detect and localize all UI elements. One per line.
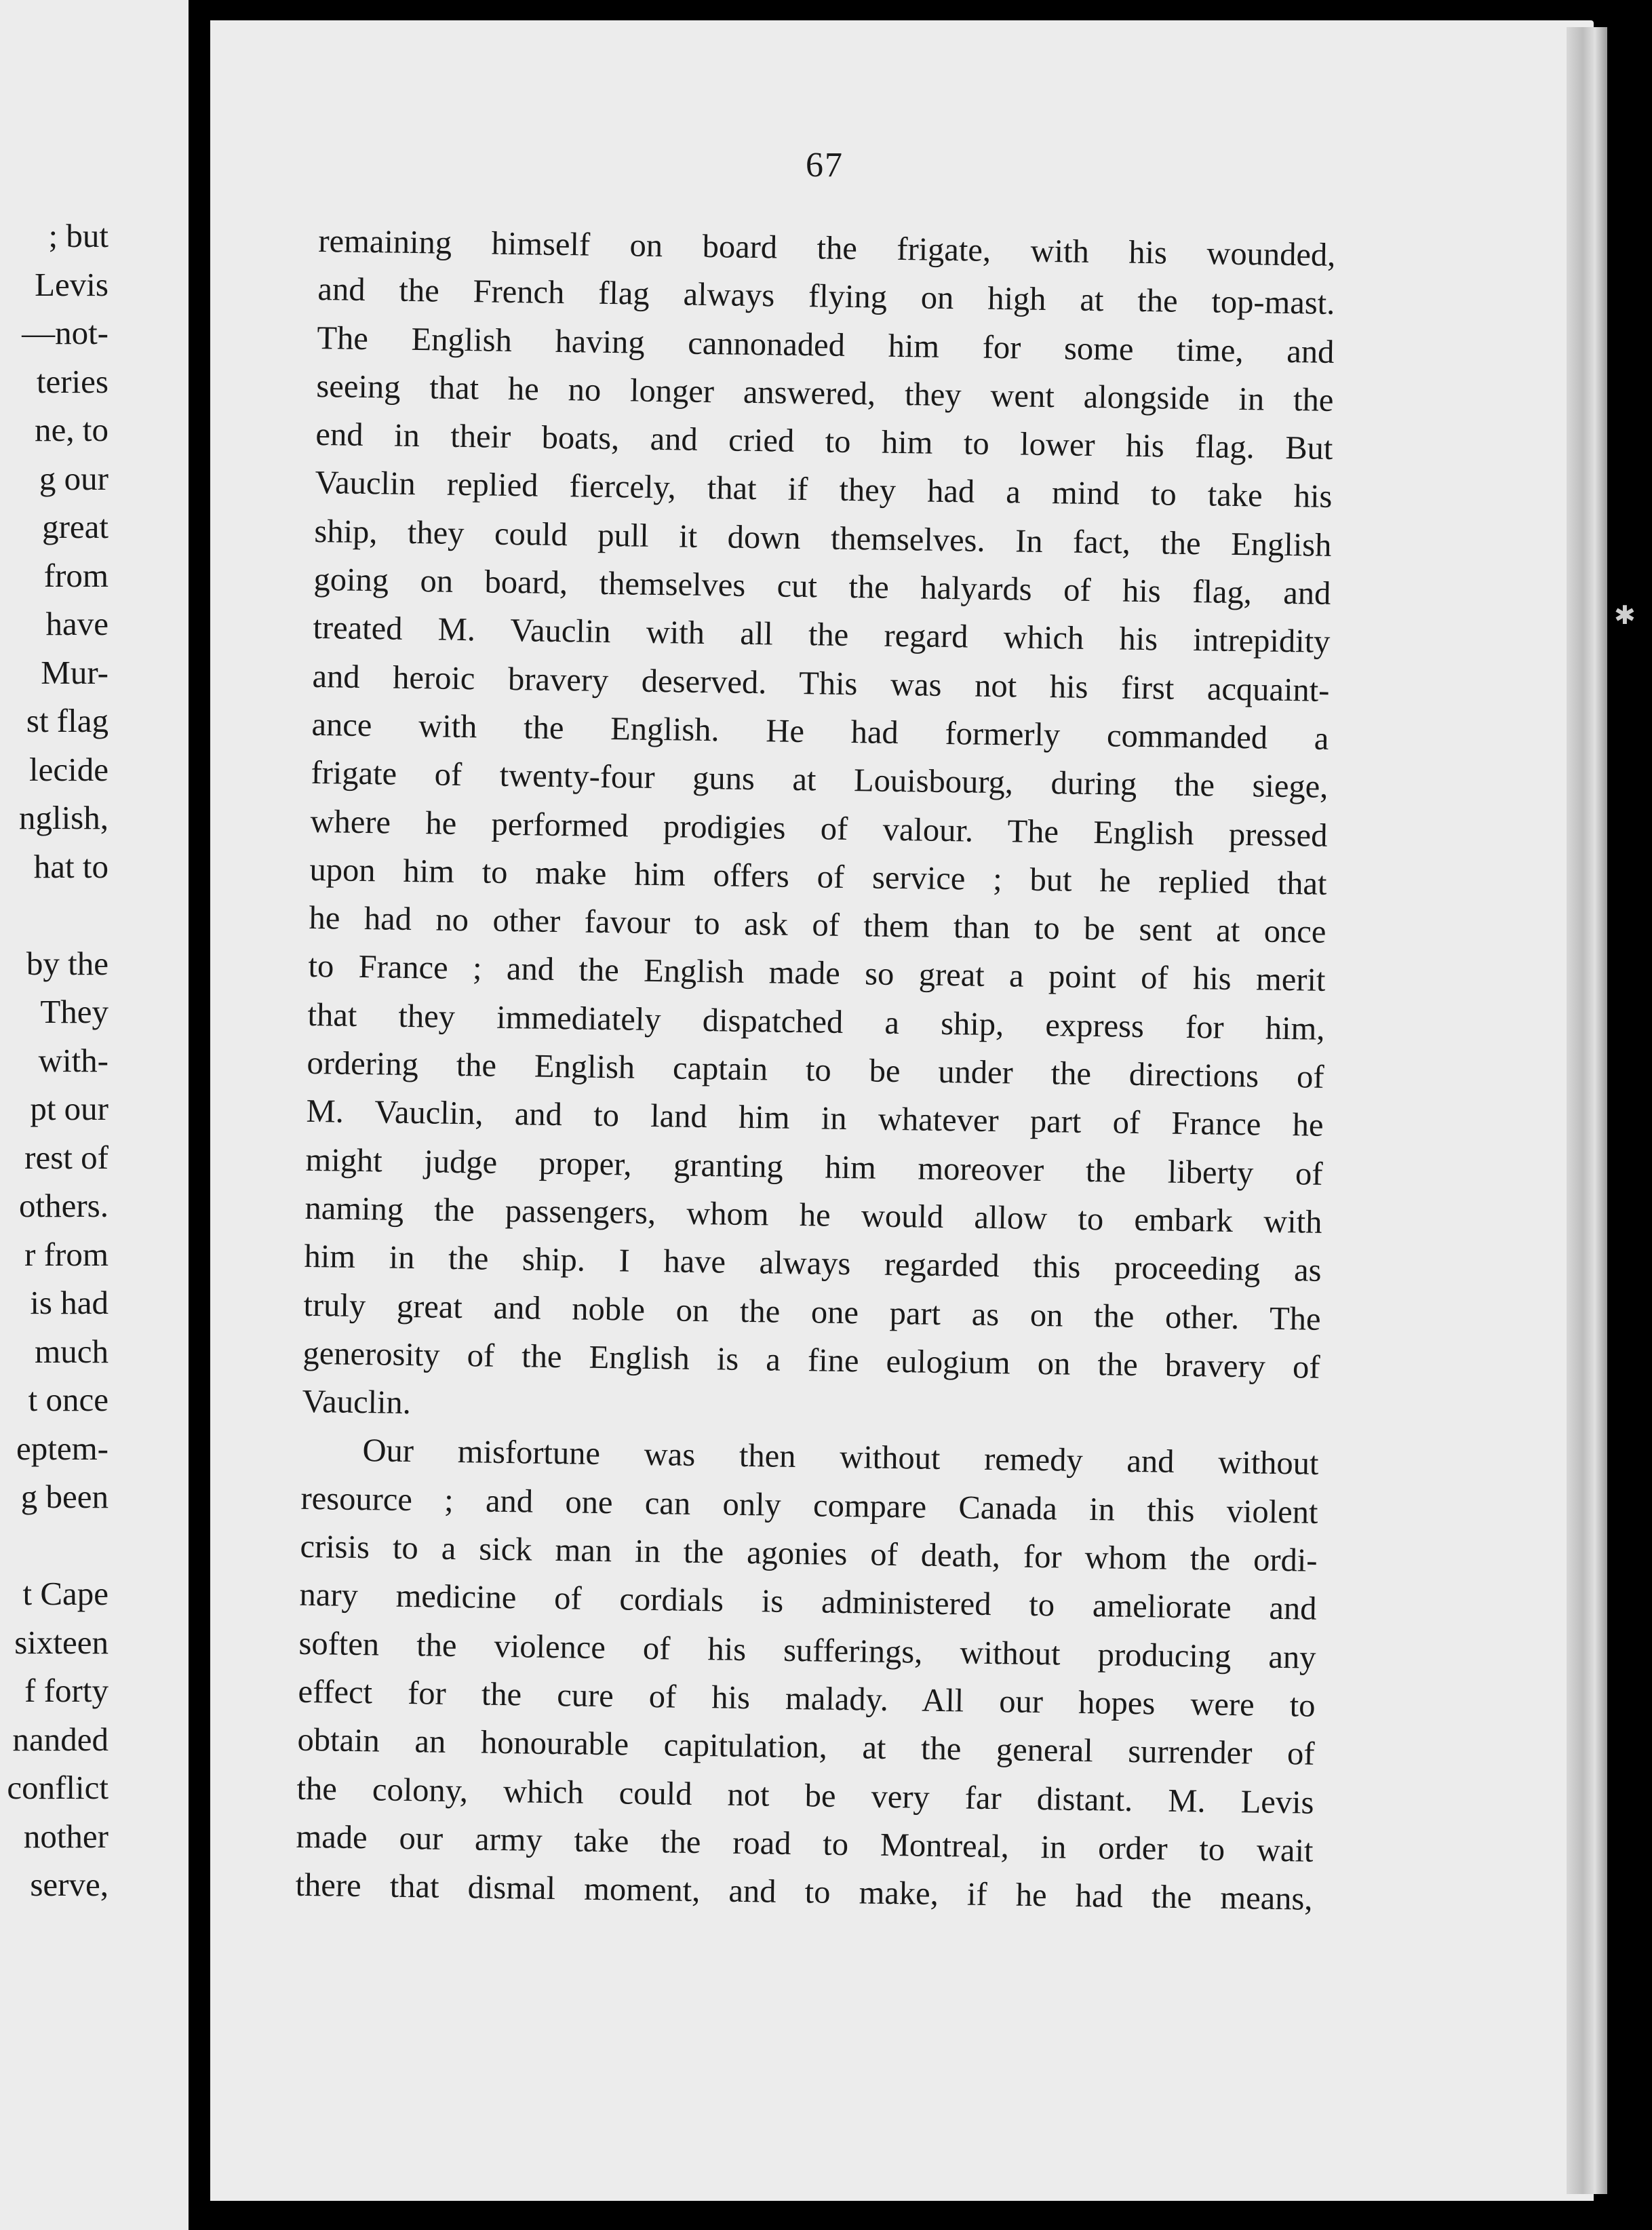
- text-line: generosity of the English is a fine eulogium on the bravery of: [302, 1335, 1320, 1386]
- left-line: [7, 891, 109, 939]
- left-line: lecide: [29, 750, 109, 788]
- left-line: others.: [19, 1187, 109, 1224]
- main-text-block: [295, 217, 1336, 1923]
- text-line: where he performed prodigies of valour. The English pressed: [310, 803, 1328, 854]
- left-line: much: [35, 1332, 109, 1370]
- left-line: f forty: [24, 1672, 109, 1709]
- left-line: serve,: [30, 1866, 109, 1903]
- left-line: ; but: [48, 217, 109, 254]
- left-line: Mur-: [41, 653, 109, 691]
- text-line: Our misfortune was then without remedy and without: [362, 1432, 1319, 1483]
- text-line: Vauclin.: [302, 1383, 412, 1422]
- text-line: and the French flag always flying on high at the top-mast.: [317, 271, 1335, 322]
- left-page-text-fragments: [7, 212, 109, 1909]
- text-line: The English having cannonaded him for some time, and: [317, 319, 1335, 370]
- text-line: M. Vauclin, and to land him in whatever part of France he: [306, 1093, 1324, 1144]
- left-line: have: [45, 605, 109, 642]
- left-line: t once: [28, 1381, 109, 1418]
- text-line: ordering the English captain to be under the directions of: [307, 1044, 1324, 1095]
- text-line: upon him to make him offers of service ; but he replied that: [309, 851, 1327, 902]
- text-line: seeing that he no longer answered, they went alongside in the: [316, 368, 1334, 418]
- text-line: remaining himself on board the frigate, with his wounded,: [318, 222, 1336, 273]
- paragraph-1: [302, 217, 1336, 1440]
- left-line: great: [42, 508, 109, 545]
- text-line: that they immediately dispatched a ship, express for him,: [307, 996, 1325, 1047]
- binding-gutter: [189, 0, 210, 2230]
- text-line: him in the ship. I have always regarded this proceeding as: [304, 1238, 1322, 1289]
- text-line: going on board, themselves cut the halyards of his flag, and: [313, 562, 1331, 612]
- text-line: end in their boats, and cried to him to lower his flag. But: [315, 416, 1333, 467]
- text-line: made our army take the road to Montreal, in order to wait: [296, 1818, 1314, 1869]
- left-line: conflict: [7, 1769, 109, 1806]
- left-line: ne, to: [35, 411, 109, 448]
- left-line: from: [43, 556, 109, 594]
- text-line: frigate of twenty-four guns at Louisbourg, during the siege,: [311, 755, 1329, 806]
- left-line: They: [40, 993, 109, 1030]
- left-facing-page: [0, 0, 189, 2230]
- paper-blemish: ✱: [1614, 602, 1636, 630]
- left-line: nanded: [12, 1720, 109, 1758]
- left-line: eptem-: [16, 1429, 109, 1467]
- left-line: g our: [39, 459, 109, 497]
- text-line: crisis to a sick man in the agonies of death, for whom the ordi-: [300, 1528, 1318, 1579]
- text-line: truly great and noble on the one part as on the other. The: [303, 1287, 1321, 1337]
- left-line: t Cape: [22, 1575, 109, 1612]
- text-line: naming the passengers, whom he would allow to embark with: [304, 1190, 1322, 1240]
- text-line: the colony, which could not be very far distant. M. Levis: [296, 1770, 1314, 1821]
- left-line: Levis: [35, 265, 109, 303]
- text-line: ance with the English. He had formerly commanded a: [311, 706, 1329, 757]
- left-line: teries: [36, 362, 109, 400]
- left-line: is had: [30, 1284, 109, 1321]
- left-line: g been: [20, 1478, 109, 1515]
- text-line: Vauclin replied fiercely, that if they had a mind to take his: [315, 465, 1333, 515]
- text-line: might judge proper, granting him moreover the liberty of: [305, 1141, 1323, 1192]
- left-line: pt our: [30, 1090, 109, 1127]
- page-number: 67: [806, 146, 844, 184]
- left-line: nother: [23, 1817, 109, 1855]
- left-line: r from: [24, 1235, 109, 1273]
- text-line: there that dismal moment, and to make, if he had the means,: [295, 1866, 1313, 1917]
- text-line: he had no other favour to ask of them than to be sent at once: [309, 900, 1326, 950]
- left-line: rest of: [24, 1138, 109, 1176]
- left-line: sixteen: [14, 1623, 109, 1661]
- paragraph-2: [295, 1426, 1319, 1923]
- left-line: with-: [38, 1041, 109, 1079]
- page-edge-stack: [1567, 27, 1607, 2194]
- text-line: ship, they could pull it down themselves. In fact, the English: [314, 513, 1332, 564]
- text-line: soften the violence of his sufferings, without producing any: [298, 1625, 1316, 1676]
- text-line: resource ; and one can only compare Canada in this violent: [300, 1480, 1318, 1531]
- text-line: nary medicine of cordials is administered to ameliorate and: [299, 1577, 1317, 1628]
- left-line: [7, 1521, 109, 1570]
- left-line: by the: [26, 944, 109, 982]
- text-line: to France ; and the English made so great a point of his merit: [308, 948, 1326, 999]
- left-line: st flag: [26, 702, 109, 739]
- text-line: treated M. Vauclin with all the regard which his intrepidity: [313, 610, 1331, 661]
- text-line: and heroic bravery deserved. This was not his first acquaint-: [312, 658, 1330, 709]
- left-line: —not-: [22, 314, 109, 351]
- text-line: effect for the cure of his malady. All our hopes were to: [298, 1673, 1316, 1724]
- left-line: nglish,: [18, 799, 109, 836]
- left-line: hat to: [33, 847, 109, 885]
- text-line: obtain an honourable capitulation, at the general surrender of: [297, 1721, 1315, 1772]
